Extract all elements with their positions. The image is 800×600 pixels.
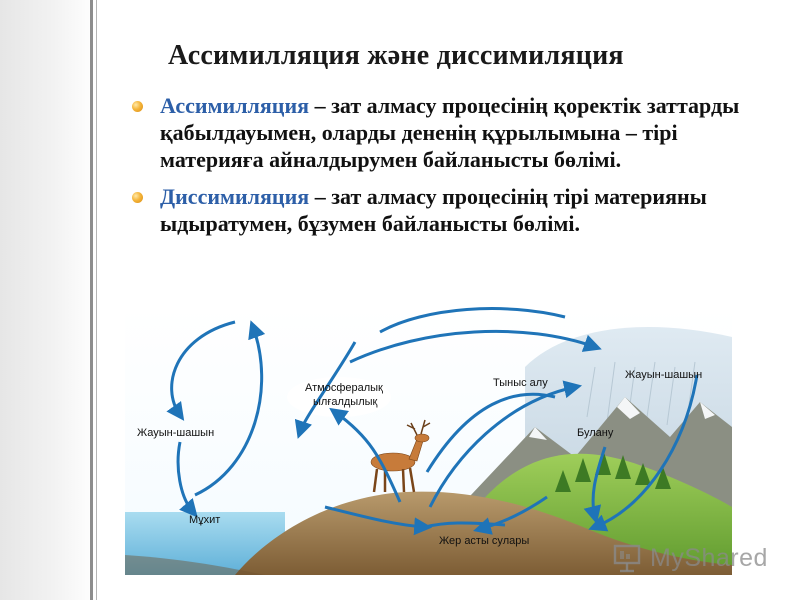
frame-line — [90, 0, 93, 600]
label-atmospheric-moisture-2: ылғалдылық — [313, 396, 378, 408]
term-dissimilation: Диссимиляция — [160, 184, 310, 209]
label-precipitation-right: Жауын-шашын — [625, 369, 703, 381]
bullet-dissimilation — [132, 183, 762, 237]
definition-assimilation: – зат алмасу процесінің қоректік заттарды қабылдауымен, оларды дененің құрылымына – тірі материяға айналдырумен байланысты бөлімі. — [160, 93, 740, 172]
definition-dissimilation: – зат алмасу процесінің тірі материяны ыдыратумен, бұзумен байланысты бөлімі. — [160, 184, 707, 236]
watermark — [612, 540, 768, 576]
slide-title: Ассимилляция және диссимиляция — [168, 40, 624, 71]
label-groundwater: Жер асты сулары — [439, 535, 530, 547]
left-decorative-frame — [0, 0, 97, 600]
label-precipitation-left: Жауын-шашын — [137, 427, 215, 439]
water-cycle-diagram — [125, 307, 732, 575]
presentation-board-icon — [612, 543, 644, 573]
bullet-dot-icon — [132, 192, 143, 203]
bullet-list — [132, 92, 762, 247]
bullet-assimilation — [132, 92, 762, 173]
label-ocean: Мұхит — [189, 514, 221, 526]
label-evaporation: Булану — [577, 427, 614, 439]
label-atmospheric-moisture-1: Атмосфералық — [305, 382, 383, 394]
term-assimilation: Ассимилляция — [160, 93, 310, 118]
frame-line — [96, 0, 97, 600]
bullet-dot-icon — [132, 101, 143, 112]
watermark-text: MyShared — [650, 543, 768, 572]
label-respiration: Тыныс алу — [493, 377, 548, 389]
